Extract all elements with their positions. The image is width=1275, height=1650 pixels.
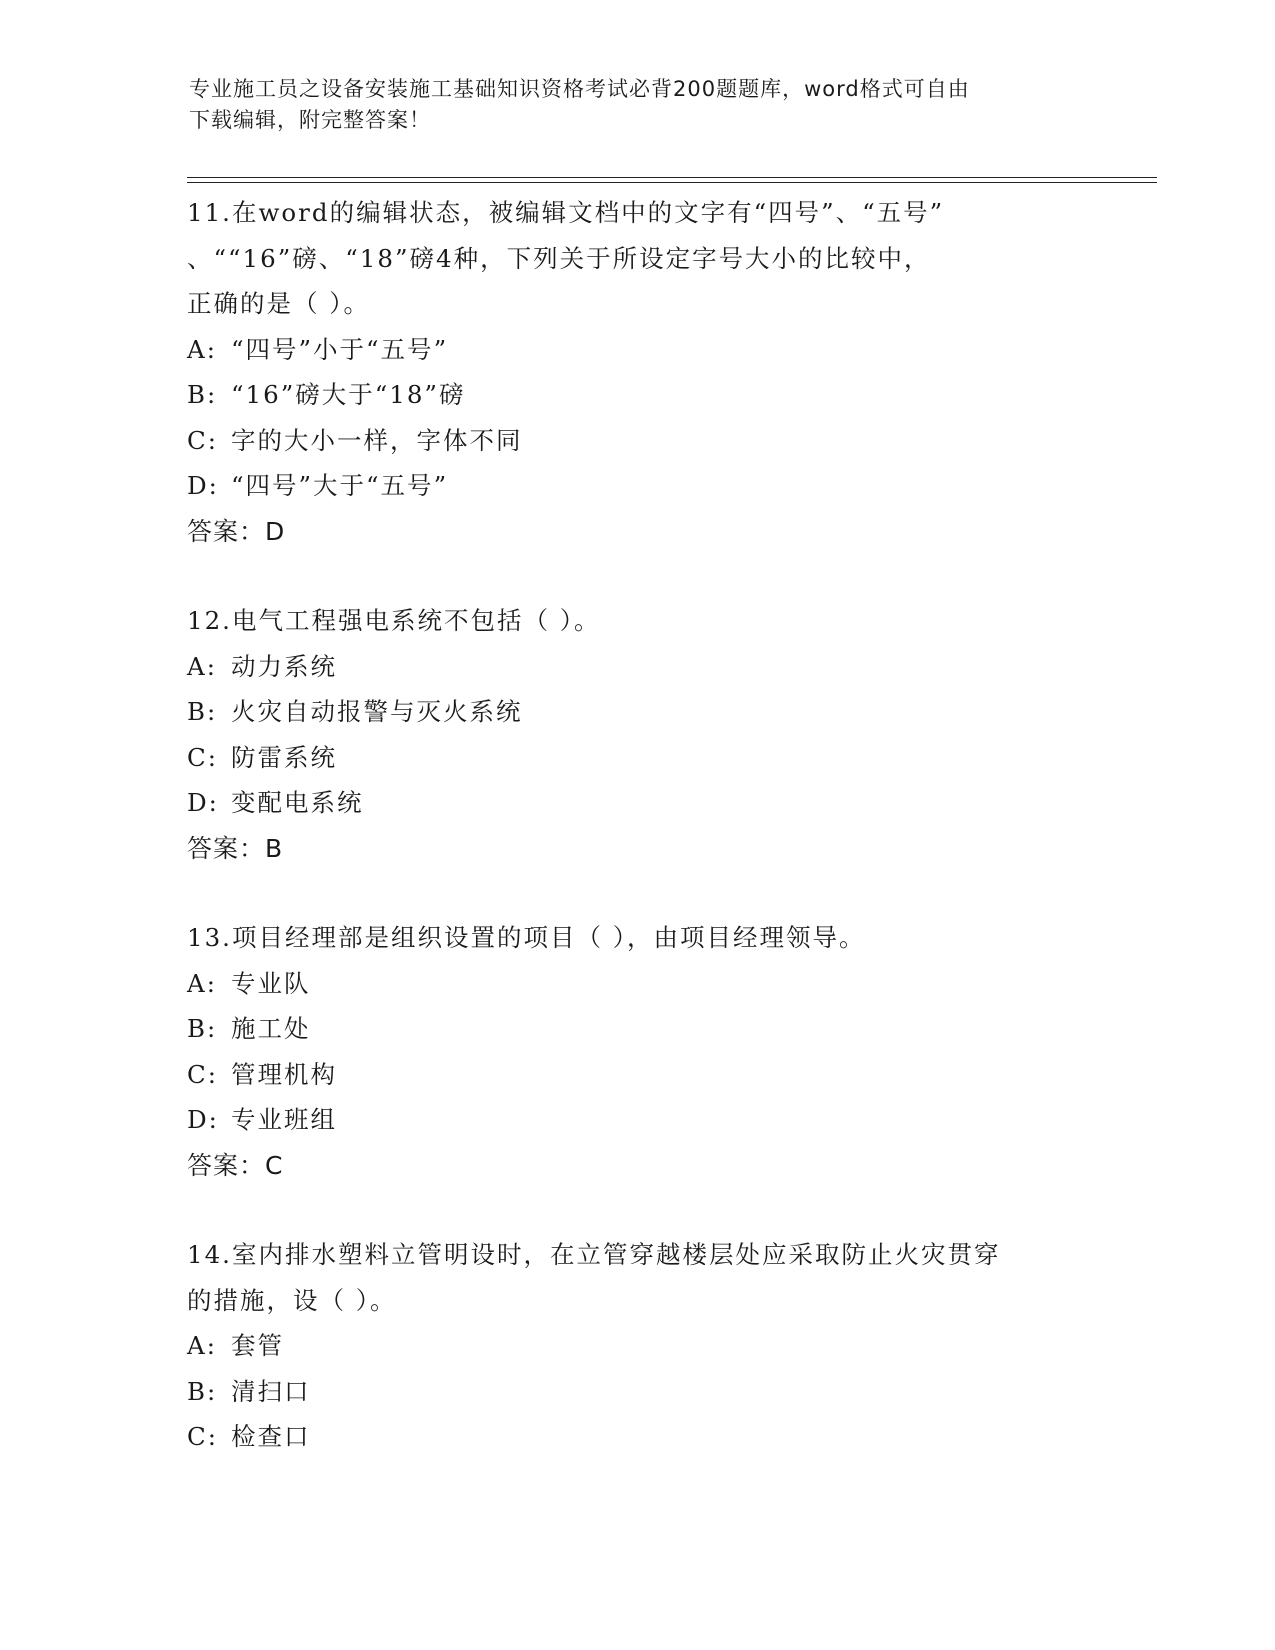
answer-option (187, 644, 1087, 690)
option-text: 防雷系统 (231, 742, 337, 772)
header-line-1: 专业施工员之设备安装施工基础知识资格考试必背200题题库，word格式可自由 (189, 77, 970, 101)
option-text: 清扫口 (231, 1376, 311, 1406)
question-stem-line: 的措施，设（ ）。 (187, 1285, 397, 1315)
option-letter: D: (187, 471, 219, 500)
answer-option (187, 1323, 1087, 1369)
option-text: 专业队 (231, 968, 311, 998)
answer-key: 答案：D (187, 516, 286, 546)
option-text: 变配电系统 (231, 788, 364, 817)
question-stem-line: 13.项目经理部是组织设置的项目（ ），由项目经理领导。 (187, 923, 866, 952)
option-text: 动力系统 (231, 651, 337, 681)
option-letter: D: (187, 1105, 219, 1134)
question-list (187, 190, 1087, 1504)
option-text: 管理机构 (231, 1059, 337, 1089)
option-letter: B: (187, 380, 218, 409)
question-block (187, 1232, 1087, 1460)
option-letter: A: (187, 334, 217, 364)
question-block (187, 598, 1087, 871)
option-letter: B: (187, 1014, 218, 1043)
option-letter: C: (187, 742, 219, 772)
option-letter: C: (187, 1059, 219, 1089)
answer-option (187, 735, 1087, 781)
answer-option (187, 961, 1087, 1007)
question-block (187, 190, 1087, 554)
option-letter: B: (187, 697, 218, 726)
answer-option (187, 1052, 1087, 1098)
option-letter: D: (187, 788, 219, 817)
option-text: 字的大小一样，字体不同 (231, 425, 523, 455)
question-stem-line: 、““16”磅、“18”磅4种，下列关于所设定字号大小的比较中， (187, 243, 931, 273)
answer-option (187, 327, 1087, 373)
option-text: 施工处 (231, 1014, 311, 1043)
question-stem-line: 14.室内排水塑料立管明设时，在立管穿越楼层处应采取防止火灾贯穿 (187, 1240, 1001, 1269)
question-stem-line: 11.在word的编辑状态，被编辑文档中的文字有“四号”、“五号” (187, 198, 945, 227)
question-stem-line: 正确的是（ ）。 (187, 289, 371, 318)
option-text: “四号”小于“五号” (231, 334, 449, 364)
option-letter: B: (187, 1376, 218, 1406)
answer-key: 答案：C (187, 1150, 284, 1180)
header-divider-top (187, 177, 1157, 178)
option-letter: A: (187, 1331, 217, 1360)
option-text: 火灾自动报警与灭火系统 (231, 697, 523, 726)
answer-option (187, 463, 1087, 509)
answer-option (187, 1097, 1087, 1143)
option-letter: A: (187, 968, 217, 998)
answer-key: 答案：B (187, 833, 284, 863)
option-text: 套管 (231, 1331, 284, 1360)
option-letter: C: (187, 425, 219, 455)
answer-option (187, 1414, 1087, 1460)
answer-option (187, 372, 1087, 418)
document-header (189, 74, 1089, 136)
question-block (187, 915, 1087, 1188)
option-text: “16”磅大于“18”磅 (231, 380, 466, 409)
question-stem-line: 12.电气工程强电系统不包括（ ）。 (187, 606, 601, 635)
answer-option (187, 780, 1087, 826)
option-text: 检查口 (231, 1422, 311, 1451)
option-letter: A: (187, 651, 217, 681)
header-divider-bottom (187, 182, 1157, 183)
answer-option (187, 1006, 1087, 1052)
option-text: “四号”大于“五号” (231, 471, 449, 500)
option-letter: C: (187, 1422, 219, 1451)
answer-option (187, 418, 1087, 464)
header-line-2: 下载编辑，附完整答案！ (189, 108, 431, 132)
option-text: 专业班组 (231, 1105, 337, 1134)
answer-option (187, 689, 1087, 735)
answer-option (187, 1369, 1087, 1415)
